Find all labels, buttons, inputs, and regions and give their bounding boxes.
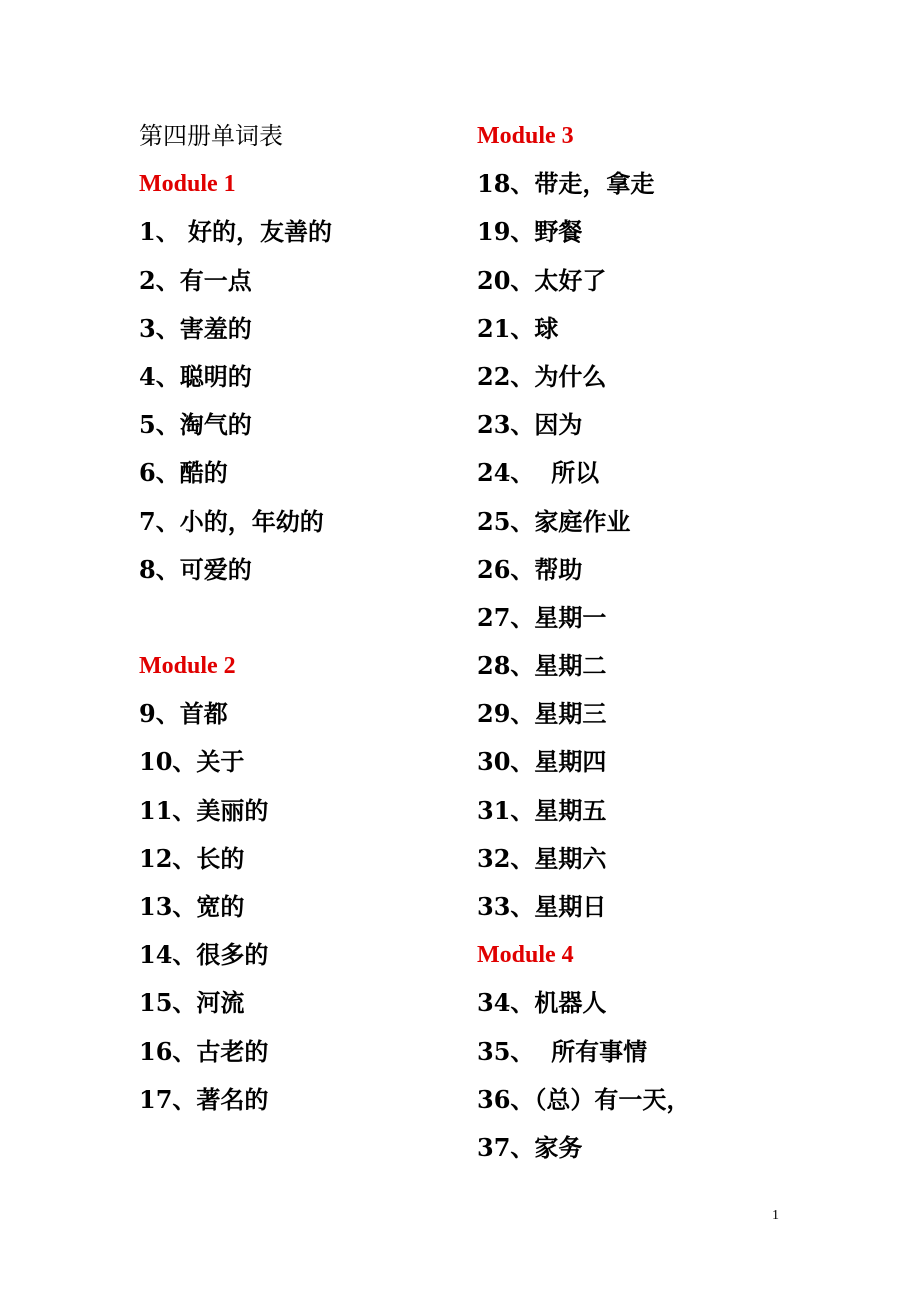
vocab-item: 3、害羞的 (139, 313, 252, 343)
right-column (477, 112, 807, 1172)
module-heading: Module 3 (477, 123, 574, 149)
vocab-item: 33、星期日 (477, 892, 607, 921)
vocab-item: 35、 所有事情 (477, 1036, 648, 1066)
vocab-item: 9、首都 (139, 699, 228, 729)
module-heading: Module 1 (139, 171, 236, 198)
vocab-item: 5、淘气的 (139, 410, 252, 440)
vocab-item: 15、河流 (139, 988, 245, 1018)
left-column (139, 112, 469, 1124)
module-heading: Module 4 (477, 942, 574, 969)
vocab-item: 22、为什么 (477, 361, 607, 391)
blank-line (139, 594, 469, 642)
vocab-item: 24、 所以 (477, 458, 600, 488)
vocab-item: 21、球 (477, 313, 559, 343)
module-heading: Module 2 (139, 653, 236, 680)
vocab-item: 26、帮助 (477, 554, 583, 584)
vocab-item: 32、星期六 (477, 843, 607, 873)
vocab-item: 27、星期一 (477, 602, 607, 632)
vocab-item: 31、星期五 (477, 795, 607, 825)
page-number: 1 (772, 1208, 779, 1223)
vocab-item: 13、宽的 (139, 892, 245, 921)
vocab-item: 1、 好的，友善的 (139, 217, 333, 247)
vocab-item: 25、家庭作业 (477, 506, 631, 536)
vocab-item: 36、（总）有一天， (477, 1084, 691, 1114)
vocab-item: 2、有一点 (139, 265, 252, 295)
vocab-item: 19、野餐 (477, 217, 583, 247)
vocab-item: 34、机器人 (477, 988, 607, 1018)
vocab-item: 29、星期三 (477, 699, 607, 729)
vocab-item: 28、星期二 (477, 651, 607, 681)
vocab-item: 23、因为 (477, 410, 583, 440)
vocab-item: 18、带走，拿走 (477, 169, 655, 199)
vocab-item: 12、长的 (139, 843, 245, 873)
vocab-item: 37、家务 (477, 1132, 583, 1162)
document-title: 第四册单词表 (139, 122, 283, 150)
vocab-item: 11、美丽的 (139, 795, 269, 825)
vocab-item: 20、太好了 (477, 265, 607, 295)
vocab-item: 16、古老的 (139, 1036, 269, 1066)
vocab-item: 14、很多的 (139, 940, 269, 970)
vocab-item: 7、小的，年幼的 (139, 506, 324, 536)
vocab-item: 4、聪明的 (139, 361, 252, 391)
vocab-item: 17、著名的 (139, 1084, 269, 1114)
vocab-item: 6、酷的 (139, 458, 228, 488)
vocab-item: 10、关于 (139, 747, 245, 777)
vocab-item: 8、可爱的 (139, 554, 252, 584)
vocab-item: 30、星期四 (477, 747, 607, 777)
